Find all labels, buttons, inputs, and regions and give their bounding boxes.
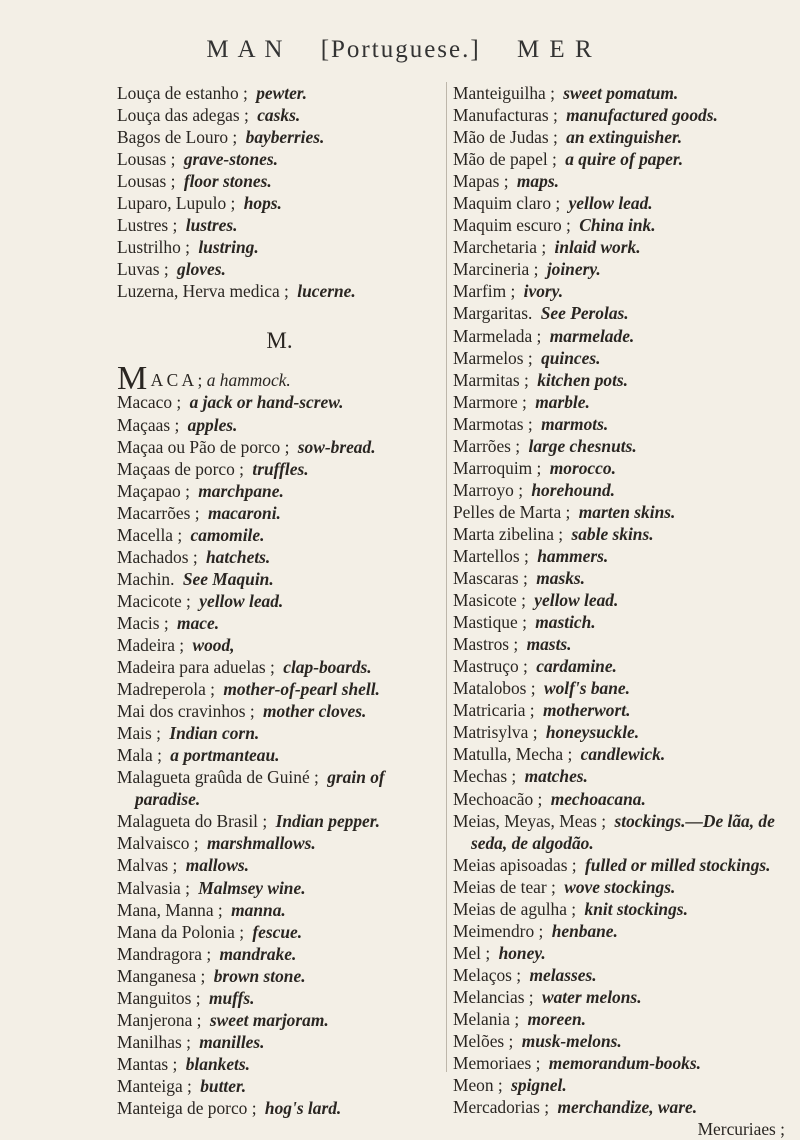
entry-english: henbane. <box>551 920 618 941</box>
entry-english: horehound. <box>531 479 615 500</box>
entry-english: moreen. <box>527 1008 586 1029</box>
entry-portuguese: Margaritas. <box>453 303 533 324</box>
entry-english: melasses. <box>529 964 597 985</box>
dictionary-entry <box>453 1030 793 1052</box>
entry-portuguese: Martellos ; <box>453 545 529 566</box>
dictionary-entry <box>117 104 442 126</box>
dictionary-entry <box>453 82 793 104</box>
entry-english: marchpane. <box>198 480 284 501</box>
dictionary-entry <box>453 611 793 633</box>
entry-english: knit stockings. <box>584 898 688 919</box>
entry-english: lustring. <box>198 237 259 258</box>
entry-portuguese: Meias apisoadas ; <box>453 854 577 875</box>
entry-english: mother cloves. <box>263 701 367 722</box>
entry-english: marble. <box>535 391 590 412</box>
dictionary-entry <box>453 523 793 545</box>
dictionary-entry <box>453 699 793 721</box>
header-right: M E R <box>516 36 594 63</box>
dictionary-entry <box>453 170 793 192</box>
entry-english: manilles. <box>199 1031 265 1052</box>
entry-english: matches. <box>524 766 588 787</box>
dictionary-entry <box>453 104 793 126</box>
entry-english: truffles. <box>252 458 309 479</box>
dictionary-entry <box>117 590 442 612</box>
dictionary-entry <box>117 458 442 480</box>
entry-portuguese: Maçaa ou Pão de porco ; <box>117 436 290 457</box>
entry-portuguese: Mapas ; <box>453 171 509 192</box>
entry-english: stockings.—De lãa, de seda, de algodão. <box>471 810 775 853</box>
entry-portuguese: Maquim claro ; <box>453 193 561 214</box>
entry-english: fescue. <box>252 921 303 942</box>
entry-portuguese: Malvas ; <box>117 855 178 876</box>
entry-portuguese: Marrões ; <box>453 435 521 456</box>
entry-portuguese: Lustres ; <box>117 215 178 236</box>
dictionary-entry <box>453 325 793 347</box>
entry-english: honeysuckle. <box>545 722 640 743</box>
entry-english: morocco. <box>549 457 616 478</box>
entry-portuguese: Melancias ; <box>453 986 534 1007</box>
dictionary-entry <box>453 479 793 501</box>
entry-portuguese: Masicote ; <box>453 590 526 611</box>
dictionary-entry <box>117 1097 442 1119</box>
entry-portuguese: Meias de agulha ; <box>453 898 577 919</box>
dictionary-entry <box>453 589 793 611</box>
entry-english: macaroni. <box>207 502 281 523</box>
entry-portuguese: Melania ; <box>453 1008 520 1029</box>
entry-portuguese: Marmelos ; <box>453 347 533 368</box>
entry-english: mechoacana. <box>550 788 646 809</box>
entry-portuguese: Marmore ; <box>453 391 527 412</box>
dictionary-entry <box>117 612 442 634</box>
dictionary-entry <box>117 832 442 854</box>
dictionary-entry <box>453 898 793 920</box>
first-entry-m <box>117 360 442 398</box>
entry-portuguese: Maçaas ; <box>117 414 180 435</box>
entry-english: hatchets. <box>206 546 271 567</box>
dictionary-entry <box>453 413 793 435</box>
entry-english: masts. <box>526 634 572 655</box>
entry-portuguese: Luzerna, Herva medica ; <box>117 281 289 302</box>
entry-portuguese: Mechas ; <box>453 766 517 787</box>
dictionary-entry <box>117 921 442 943</box>
dictionary-entry <box>117 766 442 810</box>
dictionary-entry <box>453 1008 793 1030</box>
entry-portuguese: Lousas ; <box>117 171 176 192</box>
dictionary-entry <box>453 964 793 986</box>
entry-english: apples. <box>187 414 238 435</box>
entry-portuguese: Malvaisco ; <box>117 833 199 854</box>
entry-portuguese: Manteiga ; <box>117 1075 192 1096</box>
entry-english: wolf's bane. <box>543 678 630 699</box>
dictionary-entry <box>453 810 793 854</box>
dictionary-entry <box>453 1074 793 1096</box>
entry-portuguese: Marfim ; <box>453 281 516 302</box>
dictionary-entry <box>453 192 793 214</box>
entry-portuguese: Macis ; <box>117 612 169 633</box>
entry-portuguese: Macarrões ; <box>117 502 200 523</box>
dictionary-entry <box>453 457 793 479</box>
entry-english: camomile. <box>190 524 265 545</box>
dictionary-entry <box>117 236 442 258</box>
entry-portuguese: Machados ; <box>117 546 198 567</box>
entry-english: bayberries. <box>245 127 325 148</box>
dictionary-entry <box>453 920 793 942</box>
entry-portuguese: Madeira para aduelas ; <box>117 657 275 678</box>
entry-portuguese: Macaco ; <box>117 392 182 413</box>
entry-english: yellow lead. <box>534 590 619 611</box>
entry-portuguese: Luvas ; <box>117 259 169 280</box>
entry-english: hops. <box>243 193 282 214</box>
dictionary-entry <box>453 280 793 302</box>
left-column <box>117 82 442 1119</box>
dictionary-entry <box>453 236 793 258</box>
entry-portuguese: A C A ; <box>150 370 203 391</box>
entry-english: mallows. <box>185 855 250 876</box>
drop-cap: M <box>117 360 148 398</box>
dictionary-entry <box>453 854 793 876</box>
entry-english: lustres. <box>185 215 238 236</box>
dictionary-entry <box>117 170 442 192</box>
entry-portuguese: Marroquim ; <box>453 457 542 478</box>
header-middle: [Portuguese.] <box>320 36 481 63</box>
entry-english: marmots. <box>541 413 609 434</box>
dictionary-entry <box>117 899 442 921</box>
dictionary-entry <box>117 214 442 236</box>
dictionary-entry <box>453 677 793 699</box>
dictionary-entry <box>117 722 442 744</box>
entry-portuguese: Mastique ; <box>453 612 527 633</box>
entry-portuguese: Manguitos ; <box>117 987 201 1008</box>
entry-portuguese: Mão de papel ; <box>453 149 557 170</box>
dictionary-entry <box>117 82 442 104</box>
entry-english: quinces. <box>541 347 601 368</box>
dictionary-entry <box>453 942 793 964</box>
entry-english: honey. <box>498 942 546 963</box>
entry-english: Malmsey wine. <box>198 877 306 898</box>
entry-portuguese: Meias de tear ; <box>453 876 556 897</box>
dictionary-entry <box>453 501 793 523</box>
dictionary-entry <box>117 1009 442 1031</box>
dictionary-entry <box>453 369 793 391</box>
dictionary-entry <box>453 633 793 655</box>
entry-portuguese: Mechoacão ; <box>453 788 543 809</box>
entry-english: fulled or milled stockings. <box>585 854 771 875</box>
dictionary-entry <box>117 1031 442 1053</box>
entry-english: musk-melons. <box>521 1031 622 1052</box>
entry-portuguese: Matricaria ; <box>453 700 535 721</box>
entry-portuguese: Marmotas ; <box>453 413 533 434</box>
entry-english: blankets. <box>185 1053 250 1074</box>
entry-portuguese: Manganesa ; <box>117 965 206 986</box>
dictionary-entry <box>453 743 793 765</box>
entry-portuguese: Lousas ; <box>117 149 176 170</box>
dictionary-entry <box>117 1075 442 1097</box>
header-left: M A N <box>206 36 285 63</box>
entry-portuguese: Madreperola ; <box>117 679 216 700</box>
entry-portuguese: Mana, Manna ; <box>117 899 223 920</box>
entry-english: manna. <box>231 899 286 920</box>
entry-english: large chesnuts. <box>528 435 637 456</box>
entry-english: marshmallows. <box>206 833 316 854</box>
entry-english: motherwort. <box>542 700 631 721</box>
entry-portuguese: Mala ; <box>117 745 162 766</box>
dictionary-entry <box>117 678 442 700</box>
dictionary-entry <box>453 214 793 236</box>
dictionary-entry <box>117 126 442 148</box>
entry-english: mother-of-pearl shell. <box>223 679 380 700</box>
entry-portuguese: Pelles de Marta ; <box>453 501 571 522</box>
dictionary-entry <box>453 258 793 280</box>
entry-english: joinery. <box>546 259 601 280</box>
dictionary-entry <box>453 986 793 1008</box>
entry-portuguese: Malvasia ; <box>117 877 190 898</box>
entry-portuguese: Manjerona ; <box>117 1009 202 1030</box>
dictionary-entry <box>453 721 793 743</box>
entry-english: marmelade. <box>549 325 635 346</box>
dictionary-entry <box>453 435 793 457</box>
entry-english: a jack or hand-screw. <box>189 392 344 413</box>
entry-portuguese: Luparo, Lupulo ; <box>117 193 236 214</box>
entry-portuguese: Maquim escuro ; <box>453 215 571 236</box>
entry-portuguese: Malagueta graûda de Guiné ; <box>117 767 319 788</box>
entry-portuguese: Melões ; <box>453 1031 514 1052</box>
entry-english: wood, <box>192 634 235 655</box>
entry-portuguese: Lustrilho ; <box>117 237 190 258</box>
entry-portuguese: Marmelada ; <box>453 325 542 346</box>
dictionary-entry <box>453 788 793 810</box>
entry-english: kitchen pots. <box>537 369 629 390</box>
entry-portuguese: Bagos de Louro ; <box>117 127 238 148</box>
entry-english: casks. <box>257 105 301 126</box>
entry-portuguese: Manufacturas ; <box>453 105 558 126</box>
entry-english: brown stone. <box>213 965 306 986</box>
entry-english: butter. <box>200 1075 247 1096</box>
entry-portuguese: Malagueta do Brasil ; <box>117 811 268 832</box>
dictionary-entry <box>453 545 793 567</box>
entry-english: lucerne. <box>297 281 356 302</box>
dictionary-entry <box>117 391 442 413</box>
entry-portuguese: Mel ; <box>453 942 491 963</box>
entry-portuguese: Matulla, Mecha ; <box>453 744 573 765</box>
entry-english: mastich. <box>535 612 596 633</box>
entry-english: hog's lard. <box>264 1097 342 1118</box>
entry-english: an extinguisher. <box>566 127 683 148</box>
entry-english: marten skins. <box>578 501 676 522</box>
entry-english: merchandize, ware. <box>557 1097 698 1118</box>
dictionary-entry <box>453 302 793 324</box>
entry-portuguese: Mastros ; <box>453 634 519 655</box>
dictionary-entry <box>117 502 442 524</box>
dictionary-entry <box>453 347 793 369</box>
dictionary-entry <box>117 414 442 436</box>
dictionary-entry <box>117 436 442 458</box>
entry-portuguese: Melaços ; <box>453 964 522 985</box>
entry-portuguese: Manteiguilha ; <box>453 83 555 103</box>
running-header <box>0 36 800 64</box>
dictionary-entry <box>117 810 442 832</box>
entry-english: China ink. <box>579 215 656 236</box>
entry-english: memorandum-books. <box>548 1053 701 1074</box>
entry-portuguese: Marmitas ; <box>453 369 529 390</box>
dictionary-entry <box>117 744 442 766</box>
dictionary-entry <box>453 391 793 413</box>
dictionary-entry <box>453 765 793 787</box>
entry-english: See Maquin. <box>182 568 274 589</box>
entry-portuguese: Marta zibelina ; <box>453 523 564 544</box>
entry-portuguese: Machin. <box>117 568 175 589</box>
entry-portuguese: Meias, Meyas, Meas ; <box>453 810 607 831</box>
entry-english: grain of paradise. <box>135 767 385 810</box>
entry-portuguese: Matalobos ; <box>453 678 536 699</box>
entry-english: gloves. <box>177 259 226 280</box>
entry-english: masks. <box>536 568 586 589</box>
entry-english: sow-bread. <box>297 436 376 457</box>
entry-english: mace. <box>177 612 220 633</box>
dictionary-entry <box>117 656 442 678</box>
entry-english: pewter. <box>256 83 307 103</box>
dictionary-entry <box>117 192 442 214</box>
entry-english: manufactured goods. <box>566 105 718 126</box>
entry-english: sweet pomatum. <box>563 83 679 103</box>
entry-english: Indian pepper. <box>275 811 380 832</box>
entry-english: sable skins. <box>571 523 654 544</box>
entry-portuguese: Memoriaes ; <box>453 1053 541 1074</box>
dictionary-entry <box>117 568 442 590</box>
dictionary-entry <box>117 148 442 170</box>
entry-english: spignel. <box>511 1075 567 1096</box>
entry-english: sweet marjoram. <box>209 1009 329 1030</box>
entry-portuguese: Mai dos cravinhos ; <box>117 701 255 722</box>
entry-english: a hammock. <box>206 370 291 391</box>
entry-english: candlewick. <box>580 744 666 765</box>
dictionary-entry <box>117 258 442 280</box>
entry-english: mandrake. <box>219 943 297 964</box>
entry-english: clap-boards. <box>283 657 372 678</box>
entry-portuguese: Maçaas de porco ; <box>117 458 244 479</box>
entry-portuguese: Louça de estanho ; <box>117 83 248 103</box>
entry-portuguese: Mercadorias ; <box>453 1097 550 1118</box>
entry-english: yellow lead. <box>199 590 284 611</box>
entry-portuguese: Macicote ; <box>117 590 191 611</box>
entry-portuguese: Marchetaria ; <box>453 237 547 258</box>
entry-portuguese: Meimendro ; <box>453 920 544 941</box>
entry-english: maps. <box>516 171 559 192</box>
entry-english: wove stockings. <box>564 876 676 897</box>
dictionary-entry <box>117 480 442 502</box>
entry-english: grave-stones. <box>183 149 279 170</box>
dictionary-entry <box>117 524 442 546</box>
entry-portuguese: Marcineria ; <box>453 259 539 280</box>
dictionary-entry <box>117 943 442 965</box>
dictionary-entry <box>453 126 793 148</box>
dictionary-entry <box>117 280 442 302</box>
dictionary-entry <box>117 1053 442 1075</box>
entry-portuguese: Mastruço ; <box>453 656 528 677</box>
dictionary-entry <box>453 1096 793 1118</box>
catchword: Mercuriaes ; <box>697 1119 785 1140</box>
dictionary-entry <box>453 655 793 677</box>
entry-english: a quire of paper. <box>565 149 684 170</box>
entry-portuguese: Mais ; <box>117 723 161 744</box>
entry-portuguese: Meon ; <box>453 1075 503 1096</box>
entry-english: muffs. <box>208 987 255 1008</box>
entry-english: inlaid work. <box>554 237 641 258</box>
entry-english: floor stones. <box>183 171 272 192</box>
dictionary-entry <box>453 148 793 170</box>
entry-portuguese: Mana da Polonia ; <box>117 921 245 942</box>
dictionary-entry <box>117 700 442 722</box>
entry-english: Indian corn. <box>169 723 260 744</box>
dictionary-entry <box>117 877 442 899</box>
entry-portuguese: Manilhas ; <box>117 1031 191 1052</box>
entry-portuguese: Mão de Judas ; <box>453 127 558 148</box>
right-column <box>446 82 793 1140</box>
dictionary-entry <box>117 546 442 568</box>
entry-english: hammers. <box>537 545 609 566</box>
dictionary-entry <box>453 1052 793 1074</box>
dictionary-entry <box>117 965 442 987</box>
entry-english: See Perolas. <box>540 303 629 324</box>
entry-portuguese: Louça das adegas ; <box>117 105 249 126</box>
entry-portuguese: Maçapao ; <box>117 480 190 501</box>
dictionary-entry <box>117 634 442 656</box>
entry-english: yellow lead. <box>568 193 653 214</box>
dictionary-entry <box>117 854 442 876</box>
section-heading: M. <box>266 328 293 354</box>
entry-english: water melons. <box>542 986 642 1007</box>
dictionary-entry <box>117 987 442 1009</box>
entry-portuguese: Marroyo ; <box>453 479 524 500</box>
entry-portuguese: Mandragora ; <box>117 943 212 964</box>
entry-english: a portmanteau. <box>170 745 280 766</box>
entry-portuguese: Manteiga de porco ; <box>117 1097 257 1118</box>
entry-english: cardamine. <box>536 656 617 677</box>
dictionary-entry <box>453 876 793 898</box>
dictionary-entry <box>453 567 793 589</box>
entry-portuguese: Madeira ; <box>117 634 185 655</box>
entry-portuguese: Mantas ; <box>117 1053 178 1074</box>
entry-portuguese: Mascaras ; <box>453 568 528 589</box>
entry-portuguese: Macella ; <box>117 524 183 545</box>
entry-english: ivory. <box>523 281 564 302</box>
entry-portuguese: Matrisylva ; <box>453 722 538 743</box>
